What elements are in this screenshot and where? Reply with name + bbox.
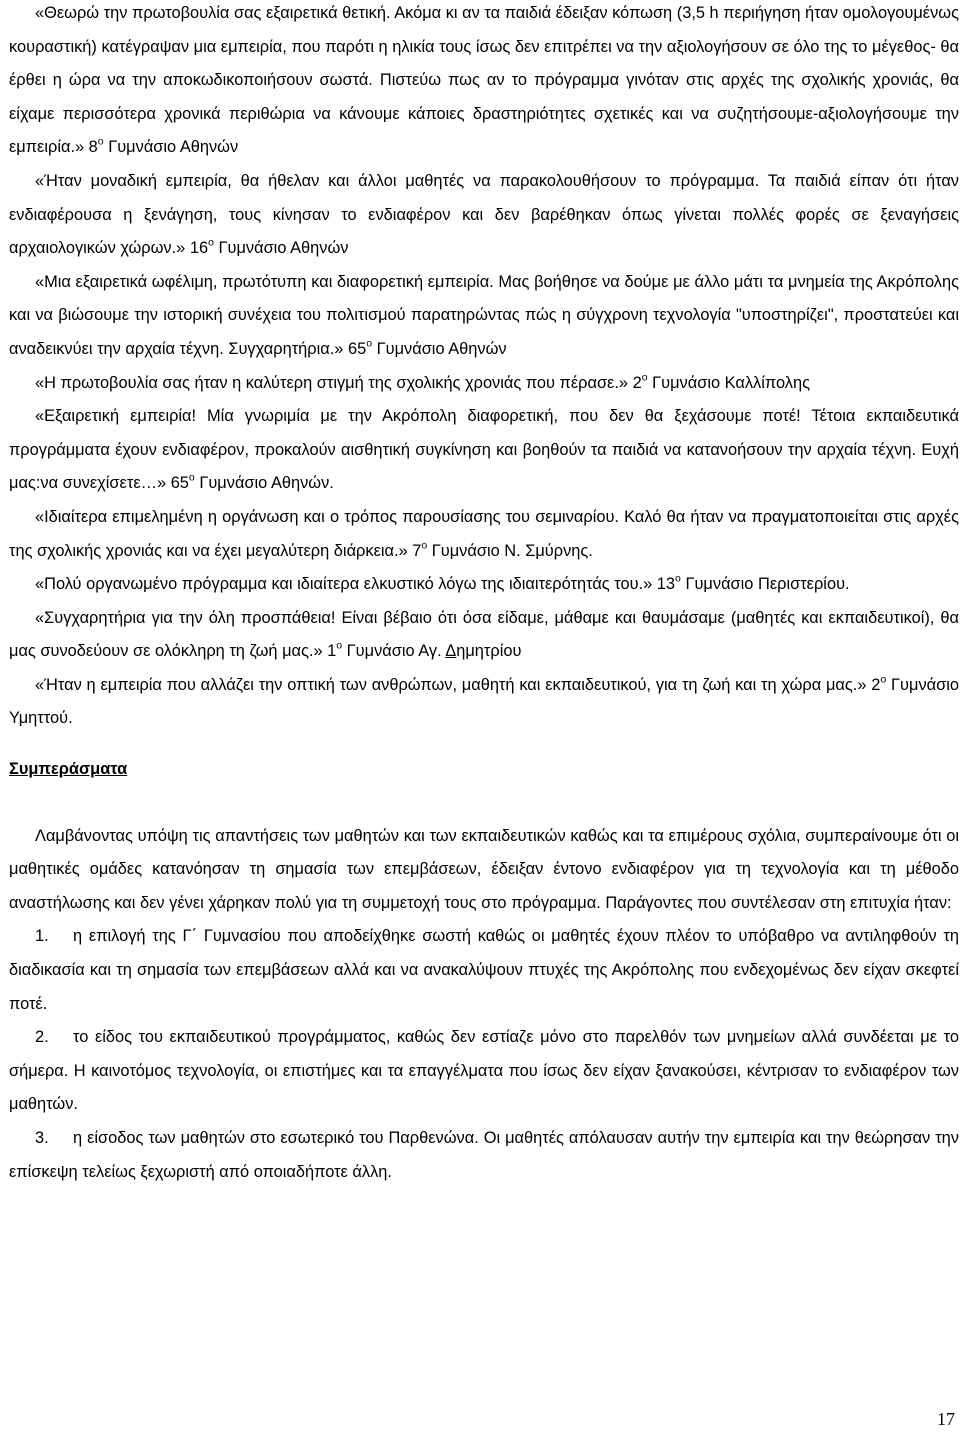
school-name: Γυμνάσιο Περιστερίου. xyxy=(680,575,850,594)
list-item xyxy=(9,920,959,1021)
school-name: Γυμνάσιο Αθηνών. xyxy=(194,474,334,493)
school-name: Γυμνάσιο Καλλίπολης xyxy=(647,373,810,392)
list-item xyxy=(9,1021,959,1122)
school-name: Γυμνάσιο Ν. Σμύρνης. xyxy=(427,541,593,560)
school-name: Γυμνάσιο Αθηνών xyxy=(213,239,349,258)
testimonial-paragraph xyxy=(9,501,959,568)
testimonial-text: «Ιδιαίτερα επιμελημένη η οργάνωση και ο τρόπος παρουσίασης του σεμιναρίου. Καλό θα ήταν να πραγματοποιείται στις αρχές της σχολικής χρονιάς και να έχει μεγαλύτερη διάρκεια.» 7 xyxy=(9,507,959,560)
ordinal-superscript: ο xyxy=(188,471,195,484)
testimonial-text: «Μια εξαιρετικά ωφέλιμη, πρωτότυπη και διαφορετική εμπειρία. Μας βοήθησε να δούμε με άλλο μάτι τα μνημεία της Ακρόπολης και να βιώσουμε την ιστορική συνέχεια του πολιτισμού παρατηρώντας πώς η σύγχρονη τεχνολογία "υποστηρίζει", προστατεύει και αναδεικνύει την αρχαία τέχνη. Συγχαρητήρια.» 65 xyxy=(9,272,959,358)
ordinal-superscript: ο xyxy=(336,639,343,652)
school-name: Γυμνάσιο Αγ. xyxy=(342,642,446,661)
list-number: 3. xyxy=(35,1129,49,1147)
ordinal-superscript: ο xyxy=(675,572,681,585)
school-name-tail: ημητρίου xyxy=(456,642,522,661)
testimonial-paragraph xyxy=(9,602,959,669)
testimonial-paragraph xyxy=(9,400,959,501)
ordinal-superscript: ο xyxy=(880,673,887,686)
testimonial-text: «Ήταν μοναδική εμπειρία, θα ήθελαν και άλλοι μαθητές να παρακολουθήσουν το πρόγραμμα. Τα παιδιά είπαν ότι ήταν ενδιαφέρουσα η ξενάγηση, τους κίνησαν το ενδιαφέρον και δεν βαρέθηκαν όπως γίνεται πολλές φορές σε ξεναγήσεις αρχαιολογικών χώρων.» 16 xyxy=(9,171,959,258)
testimonial-text: «Εξαιρετική εμπειρία! Μία γνωριμία με την Ακρόπολη διαφορετική, που δεν θα ξεχάσουμε ποτέ! Τέτοια εκπαιδευτικά προγράμματα έχουν ενδιαφέρον, προκαλούν αισθητική συγκίνηση και βοηθούν τα παιδιά να κατανοήσουν την αρχαία τέχνη. Ευχή μας:να συνεχίσετε…» 65 xyxy=(9,407,959,493)
ordinal-superscript: ο xyxy=(421,539,428,552)
list-item xyxy=(9,1122,959,1189)
list-item-text: το είδος του εκπαιδευτικού προγράμματος, καθώς δεν εστίαζε μόνο στο παρελθόν των μνημείων αλλά συνδέεται με το σήμερα. Η καινοτόμος τεχνολογία, οι επιστήμες και τα επαγγέλματα που ίσως δεν είχαν ξανακούσει, κέντρισαν το ενδιαφέρον των μαθητών. xyxy=(9,1028,959,1114)
school-name: Γυμνάσιο Υμηττού. xyxy=(9,675,959,728)
testimonial-paragraph xyxy=(9,165,959,266)
page-number: 17 xyxy=(937,1409,955,1429)
school-name-underlined: Δ xyxy=(445,642,457,661)
testimonial-paragraph xyxy=(9,367,959,401)
ordinal-superscript: ο xyxy=(641,371,648,384)
list-number: 2. xyxy=(35,1028,49,1047)
school-name: Γυμνάσιο Αθηνών xyxy=(103,138,239,157)
testimonial-text: «Η πρωτοβουλία σας ήταν η καλύτερη στιγμή της σχολικής χρονιάς που πέρασε.» 2 xyxy=(35,373,642,392)
ordinal-superscript: ο xyxy=(366,337,373,350)
testimonial-text: «Ήταν η εμπειρία που αλλάζει την οπτική των ανθρώπων, μαθητή και εκπαιδευτικού, για τη ζωή και τη χώρα μας.» 2 xyxy=(35,675,881,694)
testimonial-text: «Συγχαρητήρια για την όλη προσπάθεια! Είναι βέβαιο ότι όσα είδαμε, μάθαμε και θαυμάσαμε (μαθητές και εκπαιδευτικοί), θα μας συνοδεύουν σε ολόκληρη τη ζωή μας.» 1 xyxy=(9,608,959,661)
testimonial-text: «Θεωρώ την πρωτοβουλία σας εξαιρετικά θετική. Ακόμα κι αν τα παιδιά έδειξαν κόπωση (3,5 h περιήγηση ήταν ομολογουμένως κουραστική) κατέγραψαν μια εμπειρία, που παρότι η ηλικία τους ίσως δεν επιτρέπει να την αξιολογήσουν σε όλο της το μέγεθος- θα έρθει η ώρα να την αποκωδικοποιήσουν σωστά. Πιστεύω πως αν το πρόγραμμα γινόταν στις αρχές της σχολικής χρονιάς, θα είχαμε περισσότερα χρονικά περιθώρια να κάνουμε κάποιες δραστηριότητες σχετικές και να συζητήσουμε-αξιολογήσουμε την εμπειρία.» 8 xyxy=(9,4,959,157)
list-item-text: η είσοδος των μαθητών στο εσωτερικό του Παρθενώνα. Οι μαθητές απόλαυσαν αυτήν την εμπειρία και την θεώρησαν την επίσκεψη τελείως ξεχωριστή από οποιαδήποτε άλλη. xyxy=(9,1129,959,1181)
list-number: 1. xyxy=(35,927,49,946)
list-item-text: η επιλογή της Γ΄ Γυμνασίου που αποδείχθηκε σωστή καθώς οι μαθητές έχουν πλέον το υπόβαθρο να αντιληφθούν τη διαδικασία και τη σημασία των επεμβάσεων αλλά και να ανακαλύψουν πτυχές της Ακρόπολης που ενδεχομένως δεν είχαν σκεφτεί ποτέ. xyxy=(9,927,959,1013)
ordinal-superscript: ο xyxy=(97,136,104,149)
testimonial-paragraph xyxy=(9,669,959,736)
testimonial-text: «Πολύ οργανωμένο πρόγραμμα και ιδιαίτερα ελκυστικό λόγω της ιδιαιτερότητάς του.» 13 xyxy=(35,575,676,594)
conclusions-intro: Λαμβάνοντας υπόψη τις απαντήσεις των μαθητών και των εκπαιδευτικών καθώς και τα επιμέρους σχόλια, συμπεραίνουμε ότι οι μαθητικές ομάδες κατανόησαν τη σημασία των επεμβάσεων, έδειξαν έντονο ενδιαφέρον για τη τεχνολογία και τη μέθοδο αναστήλωσης και δεν γένει χάρηκαν πολύ για τη συμμετοχή τους στο πρόγραμμα. Παράγοντες που συντέλεσαν στη επιτυχία ήταν: xyxy=(9,826,959,912)
section-heading: Συμπεράσματα xyxy=(9,760,128,779)
testimonial-paragraph xyxy=(9,266,959,367)
testimonial-paragraph xyxy=(9,0,959,165)
ordinal-superscript: ο xyxy=(208,236,214,249)
testimonial-paragraph xyxy=(9,568,959,602)
school-name: Γυμνάσιο Αθηνών xyxy=(372,339,507,358)
document-body xyxy=(9,0,959,1189)
